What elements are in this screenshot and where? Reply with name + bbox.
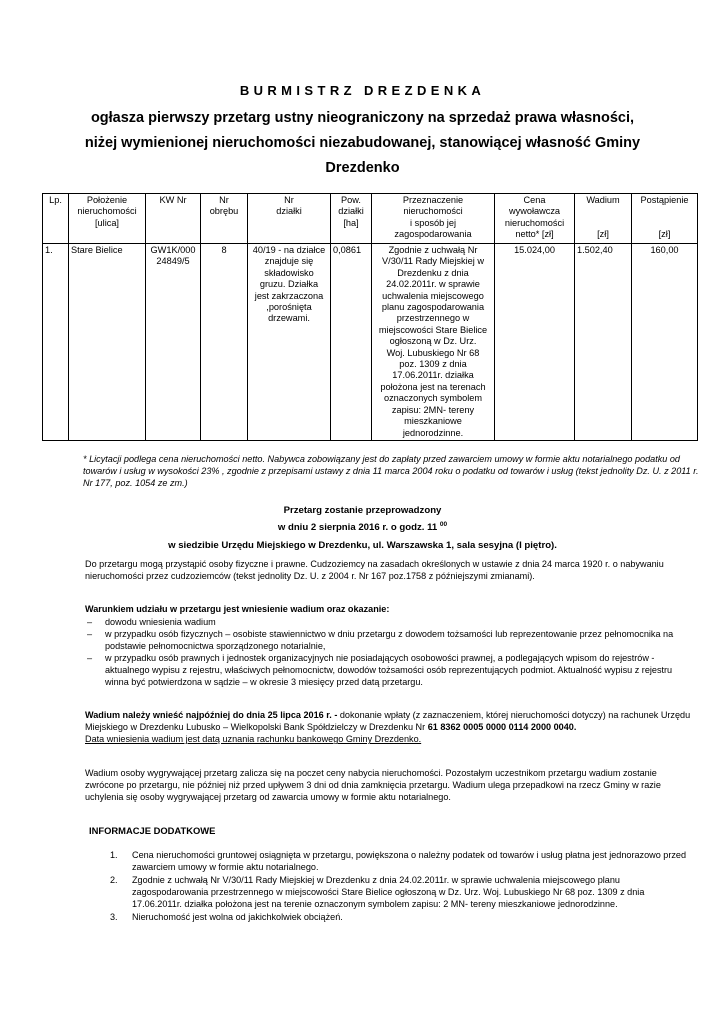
bank-account-number: 61 8362 0005 0000 0114 2000 0040. [427,722,577,733]
header-lp: Lp. [43,194,69,244]
table-row [43,244,698,441]
list-item: – dowodu wniesienia wadium [87,617,216,627]
additional-info-heading: INFORMACJE DODATKOWE [89,825,216,836]
header-step: Postąpienie [zł] [632,194,698,244]
wadium-rules-paragraph: Wadium osoby wygrywającej przetarg zalicza się na poczet ceny nabycia nieruchomości. Pozostałym uczestnikom przetargu wadium zostanie zwrócone po przetargu, nie później niż przed upływem 3 dni od dnia zamknięcia przetargu. Wadium ulega przepadkowi na rzecz Gminy w razie uchylenia się osoby wygrywającej przetarg od zawarcia umowy w formie aktu notarialnego. [85,768,661,803]
property-table [42,193,698,441]
additional-info-list [110,849,696,925]
header-dzialka: Nr działki [248,194,331,244]
issuer-title: BURMISTRZ DREZDENKA [239,83,486,98]
auction-location: w siedzibie Urzędu Miejskiego w Drezdenku, ul. Warszawska 1, sala sesyjna (I piętro). [168,540,557,551]
announcement-line-1: ogłasza pierwszy przetarg ustny nieograniczony na sprzedaż prawa własności, [90,110,635,126]
list-item: 1. Cena nieruchomości gruntowej osiągnięta w przetargu, powiększona o należny podatek od towarów i usług płatna jest jednorazowo przed zawarciem umowy w formie aktu notarialnego. [110,850,687,873]
conditions-list [85,616,697,689]
cell-dzialka: 40/19 - na działce znajduje się składowisko gruzu. Działka jest zakrzaczona ,porośnięta drzewami. [248,244,331,441]
header-purpose: Przeznaczenie nieruchomości i sposób jej zagospodarowania [372,194,495,244]
conditions-heading: Warunkiem udziału w przetargu jest wniesienie wadium oraz okazanie: [85,604,390,614]
cell-price: 15.024,00 [495,244,575,441]
vat-note: * Licytacji podlega cena nieruchomości netto. Nabywca zobowiązany jest do zapłaty przed zawarciem umowy w formie aktu notarialnego podatku od towarów i usług w wysokości 23% , zgodnie z przepisami ustawy z dnia 11 marca 2004 roku o podatku od towarów i usług (tekst jednolity Dz. U. z 2011 r. Nr 177, poz. 1054 ze zm.) [83,454,699,489]
list-item: 2. Zgodnie z uchwałą Nr V/30/11 Rady Miejskiej w Drezdenku z dnia 24.02.2011r. w sprawie uchwalenia miejscowego planu zagospodarowania przestrzennego w miejscowości Stare Bielice ogłoszoną w Dz. Urz. Woj. Lubuskiego Nr 68 poz. 1309 z dnia 17.06.2011r. działka położona jest na terenie oznaczonym symbolem zapisu: 2 MN- tereny mieszkaniowe jednorodzinne. [110,875,645,910]
list-item: – w przypadku osób fizycznych – osobiste stawiennictwo w dniu przetargu z dowodem tożsamości lub reprezentowanie przez pełnomocnika na podstawie pełnomocnictwa sporządzonego notarialnie, [87,629,674,652]
auction-time-minutes: 00 [439,520,448,528]
cell-kw: GW1K/000 24849/5 [146,244,201,441]
header-obreb: Nr obrębu [201,194,248,244]
cell-obreb: 8 [201,244,248,441]
announcement-line-3: Drezdenko [325,160,400,176]
participants-paragraph: Do przetargu mogą przystąpić osoby fizyczne i prawne. Cudzoziemcy na zasadach określonych w ustawie z dnia 24 marca 1920 r. o nabywaniu nieruchomości przez cudzoziemców (tekst jednolity Dz. U. z 2004 r. Nr 167 poz.1758 z późniejszymi zmianami). [85,559,664,582]
cell-purpose: Zgodnie z uchwałą Nr V/30/11 Rady Miejskiej w Drezdenku z dnia 24.02.2011r. w sprawie uchwalenia miejscowego planu zagospodarowania przestrzennego w miejscowości Stare Bielice ogłoszoną w Dz. Urz. Woj. Lubuskiego Nr 68 poz. 1309 z dnia 17.06.2011r. działka położona jest na terenach oznaczonych symbolem zapisu: 2MN- tereny mieszkaniowe jednorodzinne. [372,244,495,441]
auction-date: w dniu 2 sierpnia 2016 r. o godz. 11 $^{00}$ [277,520,448,533]
wadium-date-note: Data wniesienia wadium jest datą uznania rachunku bankowego Gminy Drezdenko. [85,734,422,745]
table-header-row [43,194,698,244]
wadium-paragraph: Wadium należy wnieść najpóźniej do dnia 25 lipca 2016 r. - dokonanie wpłaty (z zaznaczeniem, której nieruchomości dotyczy) na rachunek Urzędu Miejskiego w Drezdenku Lubusko – Wielkopolski Bank Spółdzielczy w Drezdenku Nr 61 8362 0005 0000 0114 2000 0040. Data wniesienia wadium jest datą uznania rachunku bankowego Gminy Drezdenko. [85,710,691,745]
cell-lp: 1. [43,244,69,441]
header-wadium: Wadium [zł] [575,194,632,244]
cell-wadium: 1.502,40 [575,244,632,441]
header-price: Cena wywoławcza nieruchomości netto* [zł] [495,194,575,244]
cell-location: Stare Bielice [69,244,146,441]
list-item: 3. Nieruchomość jest wolna od jakichkolwiek obciążeń. [110,912,343,923]
auction-heading: Przetarg zostanie przeprowadzony [283,505,442,516]
header-kw: KW Nr [146,194,201,244]
announcement-line-2: niżej wymienionej nieruchomości niezabudowanej, stanowiącej własność Gminy [84,135,641,151]
cell-area: 0,0861 [331,244,372,441]
list-item: – w przypadku osób prawnych i jednostek organizacyjnych nie posiadających osobowości prawnej, a podlegających wpisom do rejestrów - aktualnego wypisu z rejestru, właściwych pełnomocnictw, dowodów tożsamości osób reprezentujących podmiot. Aktualność wypisu z rejestru winna być potwierdzona w sądzie – w okresie 3 miesięcy przed datą przetargu. [87,653,673,688]
cell-step: 160,00 [632,244,698,441]
header-location: Położenie nieruchomości [ulica] [69,194,146,244]
header-area: Pow. działki [ha] [331,194,372,244]
